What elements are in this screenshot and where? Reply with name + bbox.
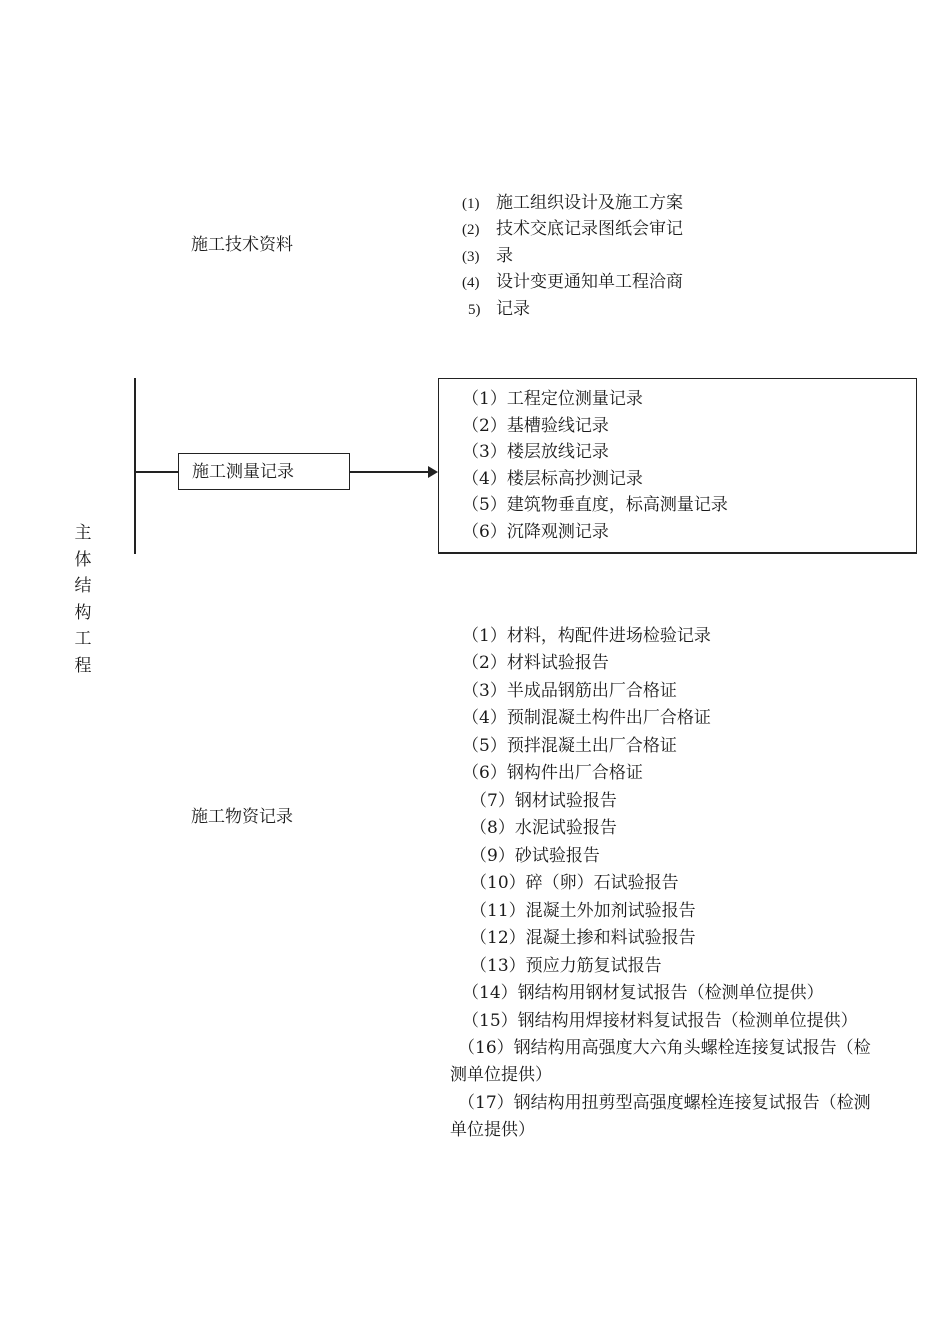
list-item: （7）钢材试验报告 <box>470 791 617 811</box>
list-item: （1）材料，构配件进场检验记录 <box>462 626 711 646</box>
item-number: (4) <box>462 275 480 291</box>
item-number: (1) <box>462 196 480 212</box>
arrow-head-icon <box>428 466 438 478</box>
list-item: （2）基槽验线记录 <box>462 416 609 436</box>
list-item-continuation: 单位提供） <box>450 1120 535 1140</box>
list-item: （10）碎（卵）石试验报告 <box>470 873 679 893</box>
main-title-char: 体 <box>74 549 92 570</box>
tech-label: 施工技术资料 <box>191 235 293 255</box>
bracket-vertical-line <box>134 378 136 554</box>
list-item: （3）半成品钢筋出厂合格证 <box>462 681 677 701</box>
item-number: 5) <box>468 302 481 318</box>
list-item: （3）楼层放线记录 <box>462 442 609 462</box>
item-number: (2) <box>462 222 480 238</box>
list-item <box>462 243 513 270</box>
item-text: 施工组织设计及施工方案 <box>496 193 683 213</box>
list-item: （16）钢结构用高强度大六角头螺栓连接复试报告（检 <box>458 1038 871 1058</box>
item-number: (3) <box>462 249 480 265</box>
list-item: （11）混凝土外加剂试验报告 <box>470 901 696 921</box>
list-item: （13）预应力筋复试报告 <box>470 956 662 976</box>
survey-label: 施工测量记录 <box>192 462 294 482</box>
list-item: （17）钢结构用扭剪型高强度螺栓连接复试报告（检测 <box>458 1093 871 1113</box>
list-item: （4）楼层标高抄测记录 <box>462 469 643 489</box>
main-title-char: 工 <box>74 629 92 649</box>
list-item: （15）钢结构用焊接材料复试报告（检测单位提供） <box>462 1011 858 1031</box>
arrow-line <box>350 471 430 473</box>
list-item: （5）预拌混凝土出厂合格证 <box>462 736 677 756</box>
list-item: （9）砂试验报告 <box>470 846 600 866</box>
list-item: （6）沉降观测记录 <box>462 522 609 542</box>
list-item: （1）工程定位测量记录 <box>462 389 643 409</box>
survey-label-box <box>178 453 350 490</box>
main-title-char: 程 <box>74 655 92 676</box>
list-item <box>462 269 683 296</box>
main-title-vertical <box>73 520 93 679</box>
main-title-char: 结 <box>74 576 92 596</box>
list-item: （6）钢构件出厂合格证 <box>462 763 643 783</box>
list-item: （5）建筑物垂直度，标高测量记录 <box>462 495 728 515</box>
bracket-branch-line <box>135 471 179 473</box>
list-item: （12）混凝土掺和料试验报告 <box>470 928 696 948</box>
list-item <box>462 190 683 217</box>
item-text: 录 <box>496 246 513 266</box>
list-item: （8）水泥试验报告 <box>470 818 617 838</box>
item-text: 记录 <box>496 299 530 319</box>
list-item-continuation: 测单位提供） <box>450 1065 552 1085</box>
list-item: （14）钢结构用钢材复试报告（检测单位提供） <box>462 983 824 1003</box>
main-title-char: 主 <box>74 523 92 543</box>
item-text: 技术交底记录图纸会审记 <box>496 219 683 239</box>
list-item <box>468 296 530 323</box>
list-item: （2）材料试验报告 <box>462 653 609 673</box>
materials-label: 施工物资记录 <box>191 807 293 827</box>
list-item <box>462 216 683 243</box>
list-item: （4）预制混凝土构件出厂合格证 <box>462 708 711 728</box>
item-text: 设计变更通知单工程洽商 <box>496 272 683 292</box>
main-title-char: 构 <box>74 602 92 623</box>
